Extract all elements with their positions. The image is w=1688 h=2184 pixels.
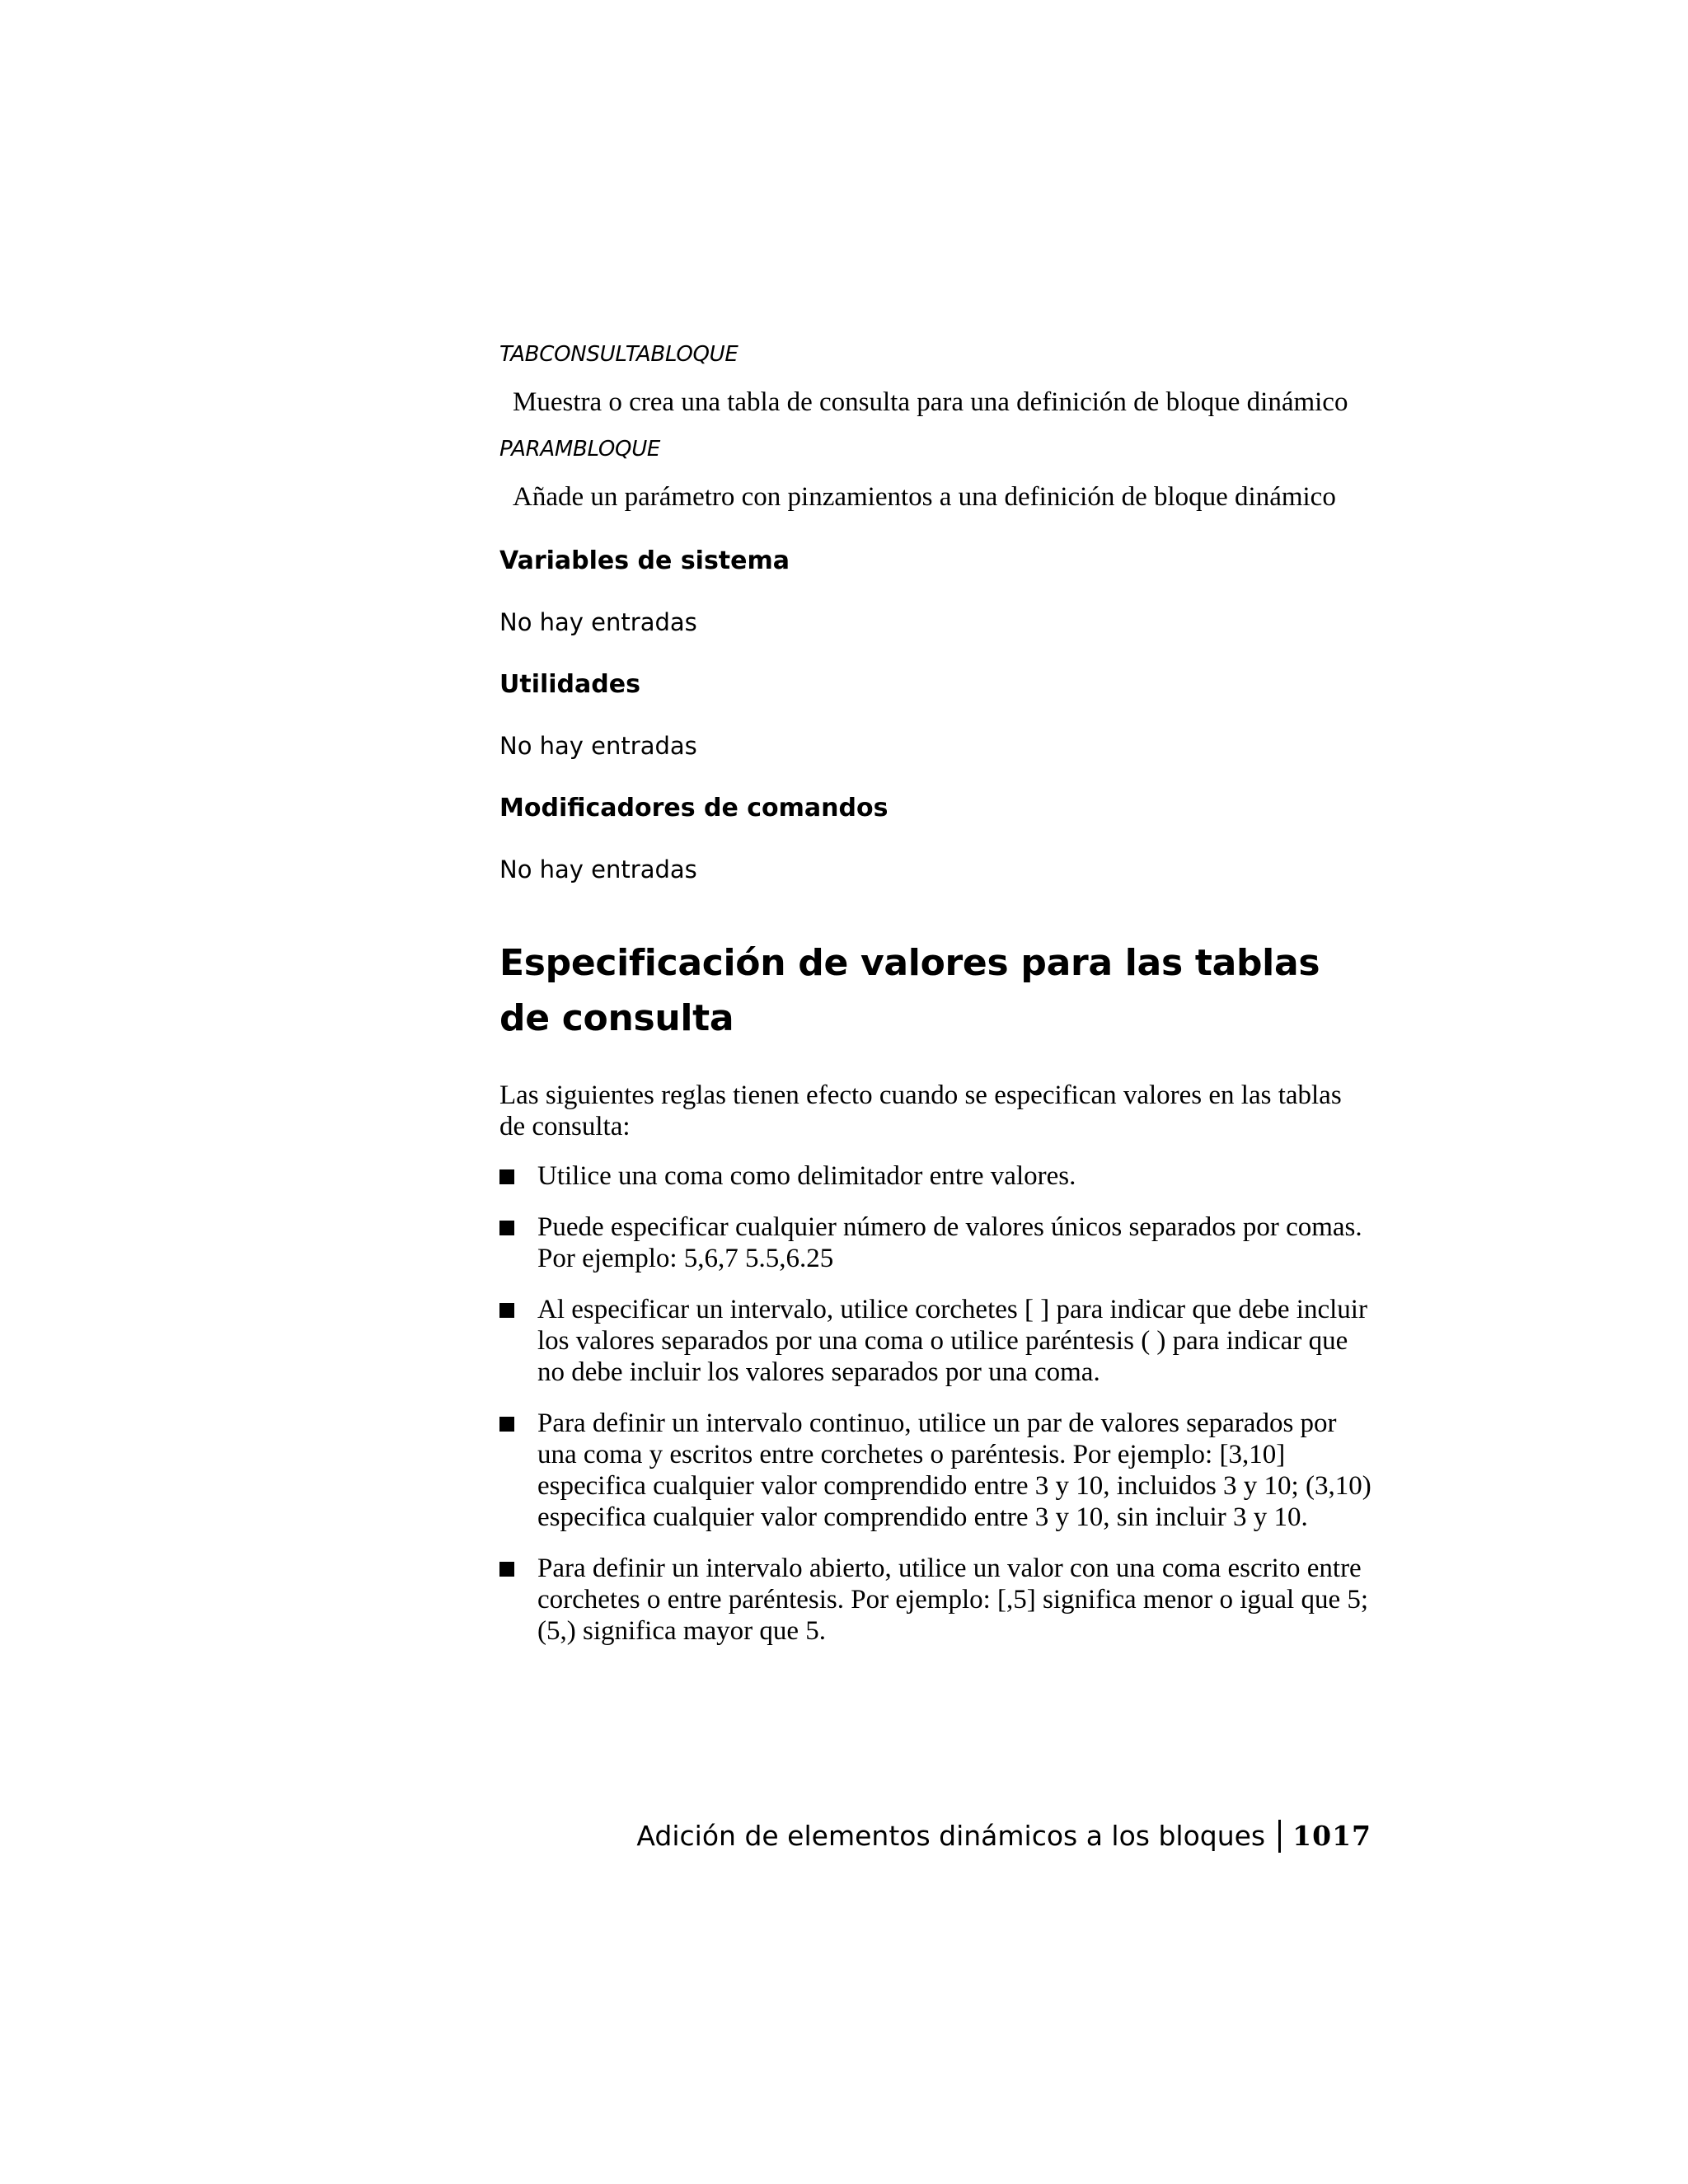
list-item-text: Para definir un intervalo continuo, utilice un par de valores separados por una coma y escritos entre corchetes o paréntesis. Por ejemplo: [3,10] especifica cualquier valor comprendido entre 3 y 10, incluidos 3 y 10; (3,10) especifica cualquier valor comprendido entre 3 y 10, sin incluir 3 y 10. — [537, 1408, 1372, 1532]
section-title: Especificación de valores para las tablas de consulta — [499, 942, 1320, 1039]
square-bullet-icon — [499, 1562, 514, 1577]
command-name: PARAMBLOQUE — [499, 437, 661, 462]
square-bullet-icon — [499, 1221, 514, 1235]
list-item — [499, 1408, 1378, 1533]
page-number: 1017 — [1292, 1820, 1372, 1852]
command-description: Muestra o crea una tabla de consulta para una definición de bloque dinámico — [513, 387, 1348, 417]
footer-chapter-title: Adición de elementos dinámicos a los bloques — [636, 1820, 1266, 1852]
subsection-text: No hay entradas — [499, 855, 697, 883]
list-item — [499, 1553, 1378, 1647]
command-description: Añade un parámetro con pinzamientos a una definición de bloque dinámico — [513, 482, 1336, 512]
list-item — [499, 1212, 1378, 1274]
list-item — [499, 1160, 1378, 1192]
subsection-heading: Utilidades — [499, 670, 640, 699]
list-item-text: Al especificar un intervalo, utilice corchetes [ ] para indicar que debe incluir los valores separados por una coma o utilice paréntesis ( ) para indicar que no debe incluir los valores separados por una coma. — [537, 1295, 1367, 1387]
list-item — [499, 1294, 1378, 1388]
page-footer — [636, 1818, 1372, 1854]
square-bullet-icon — [499, 1169, 514, 1184]
subsection-heading: Variables de sistema — [499, 546, 790, 575]
square-bullet-icon — [499, 1417, 514, 1432]
square-bullet-icon — [499, 1303, 514, 1318]
footer-divider — [1278, 1820, 1281, 1853]
subsection-text: No hay entradas — [499, 608, 697, 636]
list-item-text: Para definir un intervalo abierto, utilice un valor con una coma escrito entre corchetes o entre paréntesis. Por ejemplo: [,5] significa menor o igual que 5; (5,) significa mayor que 5. — [537, 1554, 1369, 1646]
list-item-text: Utilice una coma como delimitador entre valores. — [537, 1161, 1076, 1191]
subsection-text: No hay entradas — [499, 732, 697, 760]
rules-list — [499, 1160, 1378, 1666]
list-item-text: Puede especificar cualquier número de valores únicos separados por comas. Por ejemplo: 5,6,7 5.5,6.25 — [537, 1212, 1362, 1273]
section-intro: Las siguientes reglas tienen efecto cuando se especifican valores en las tablas de consulta: — [499, 1080, 1342, 1141]
subsection-heading: Modificadores de comandos — [499, 794, 889, 823]
command-name: TABCONSULTABLOQUE — [499, 342, 738, 367]
